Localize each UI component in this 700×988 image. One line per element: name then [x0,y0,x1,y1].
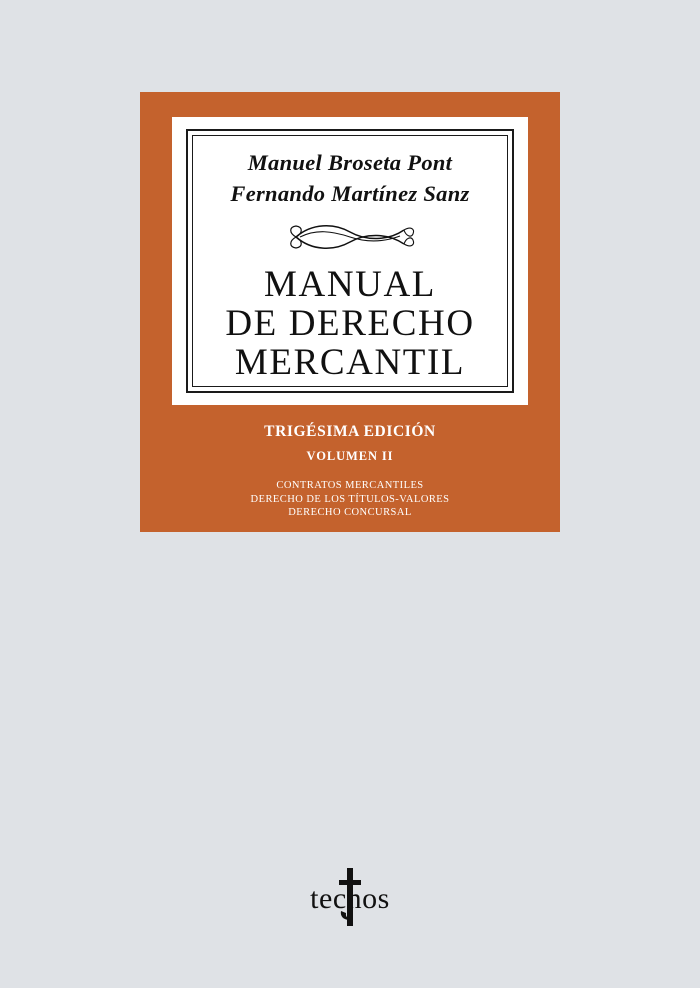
author-name-secondary: Fernando Martínez Sanz [230,181,470,206]
subject-item: CONTRATOS MERCANTILES [276,480,424,491]
title-line-2: DE DERECHO [225,303,475,344]
page-title [172,265,528,382]
book-cover [140,92,560,532]
tecnos-logo-mark [285,868,415,926]
edition-block [140,422,560,520]
subject-item: DERECHO DE LOS TÍTULOS-VALORES [250,493,450,505]
subject-item: DERECHO CONCURSAL [288,507,412,518]
author-name-primary: Manuel Broseta Pont [247,150,453,175]
subject-list [140,479,560,520]
author-block [172,147,528,209]
title-line-1: MANUAL [264,264,436,305]
publisher-name: tecnos [310,882,390,915]
volume-label: VOLUMEN II [306,449,394,463]
title-line-3: MERCANTIL [234,342,466,383]
publisher-logo [0,868,700,928]
edition-label: TRIGÉSIMA EDICIÓN [264,423,436,440]
flourish-ornament-icon [172,220,528,254]
cover-white-panel [172,117,528,405]
